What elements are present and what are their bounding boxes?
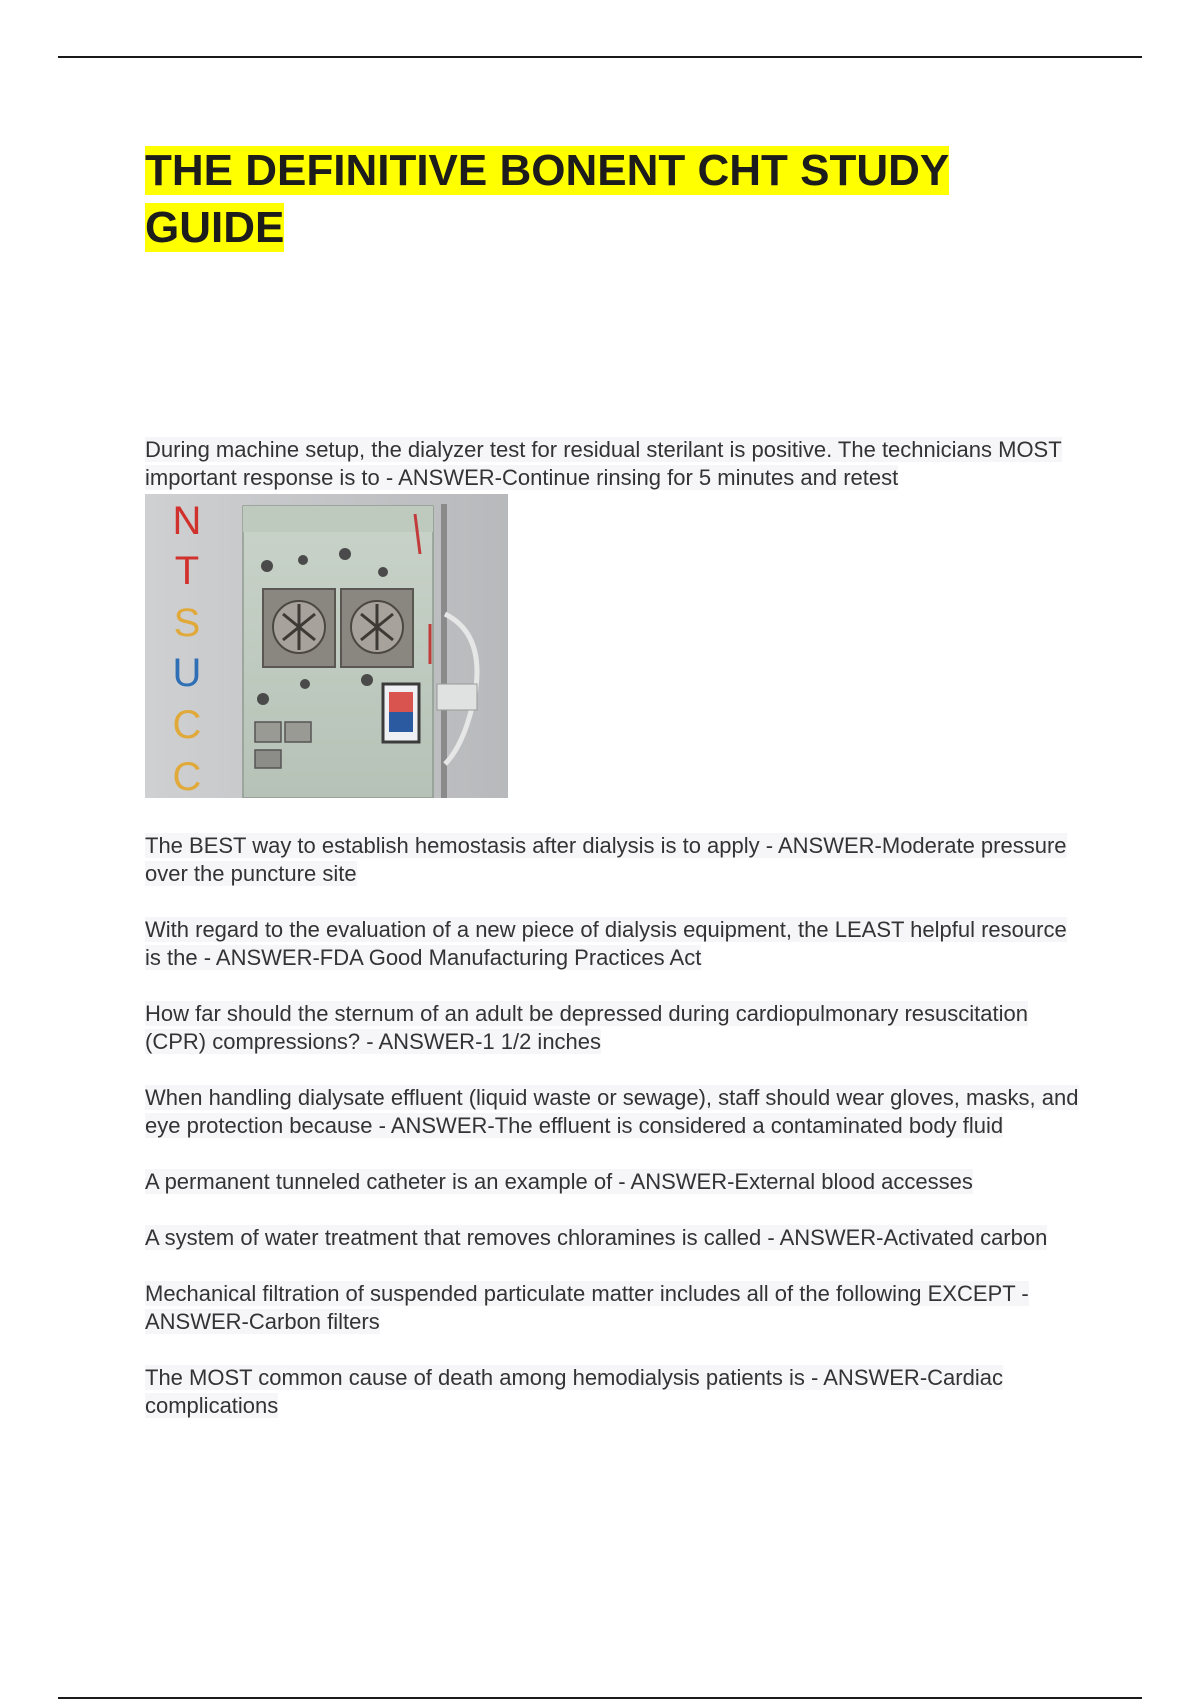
dialysis-machine-photo [145, 494, 508, 798]
document-title: THE DEFINITIVE BONENT CHT STUDY GUIDE [145, 146, 950, 252]
watermark-letter: U [172, 651, 202, 695]
qa-item: During machine setup, the dialyzer test for residual sterilant is positive. The technicians MOST important response is to - ANSWER-Continue rinsing for 5 minutes and retest [145, 437, 1062, 490]
document-body [145, 142, 1085, 1448]
qa-item: How far should the sternum of an adult be depressed during cardiopulmonary resuscitation (CPR) compressions? - ANSWER-1 1/2 inches [145, 1001, 1028, 1054]
qa-item: The BEST way to establish hemostasis after dialysis is to apply - ANSWER-Moderate pressure over the puncture site [145, 833, 1067, 886]
bottom-rule [58, 1697, 1142, 1699]
watermark-letter: S [173, 601, 201, 645]
watermark-letter: T [174, 549, 200, 593]
top-rule [58, 56, 1142, 58]
qa-item: A system of water treatment that removes chloramines is called - ANSWER-Activated carbon [145, 1225, 1048, 1250]
watermark-letter: C [172, 755, 202, 798]
qa-item: When handling dialysate effluent (liquid waste or sewage), staff should wear gloves, masks, and eye protection because - ANSWER-The effluent is considered a contaminated body fluid [145, 1085, 1079, 1138]
qa-item: Mechanical filtration of suspended particulate matter includes all of the following EXCEPT - ANSWER-Carbon filters [145, 1281, 1029, 1334]
watermark-letter: N [172, 499, 202, 543]
qa-item: A permanent tunneled catheter is an example of - ANSWER-External blood accesses [145, 1169, 973, 1194]
qa-item: The MOST common cause of death among hemodialysis patients is - ANSWER-Cardiac complications [145, 1365, 1003, 1418]
qa-list [145, 436, 1085, 1420]
watermark-letter: C [172, 703, 202, 747]
qa-item: With regard to the evaluation of a new piece of dialysis equipment, the LEAST helpful resource is the - ANSWER-FDA Good Manufacturing Practices Act [145, 917, 1067, 970]
